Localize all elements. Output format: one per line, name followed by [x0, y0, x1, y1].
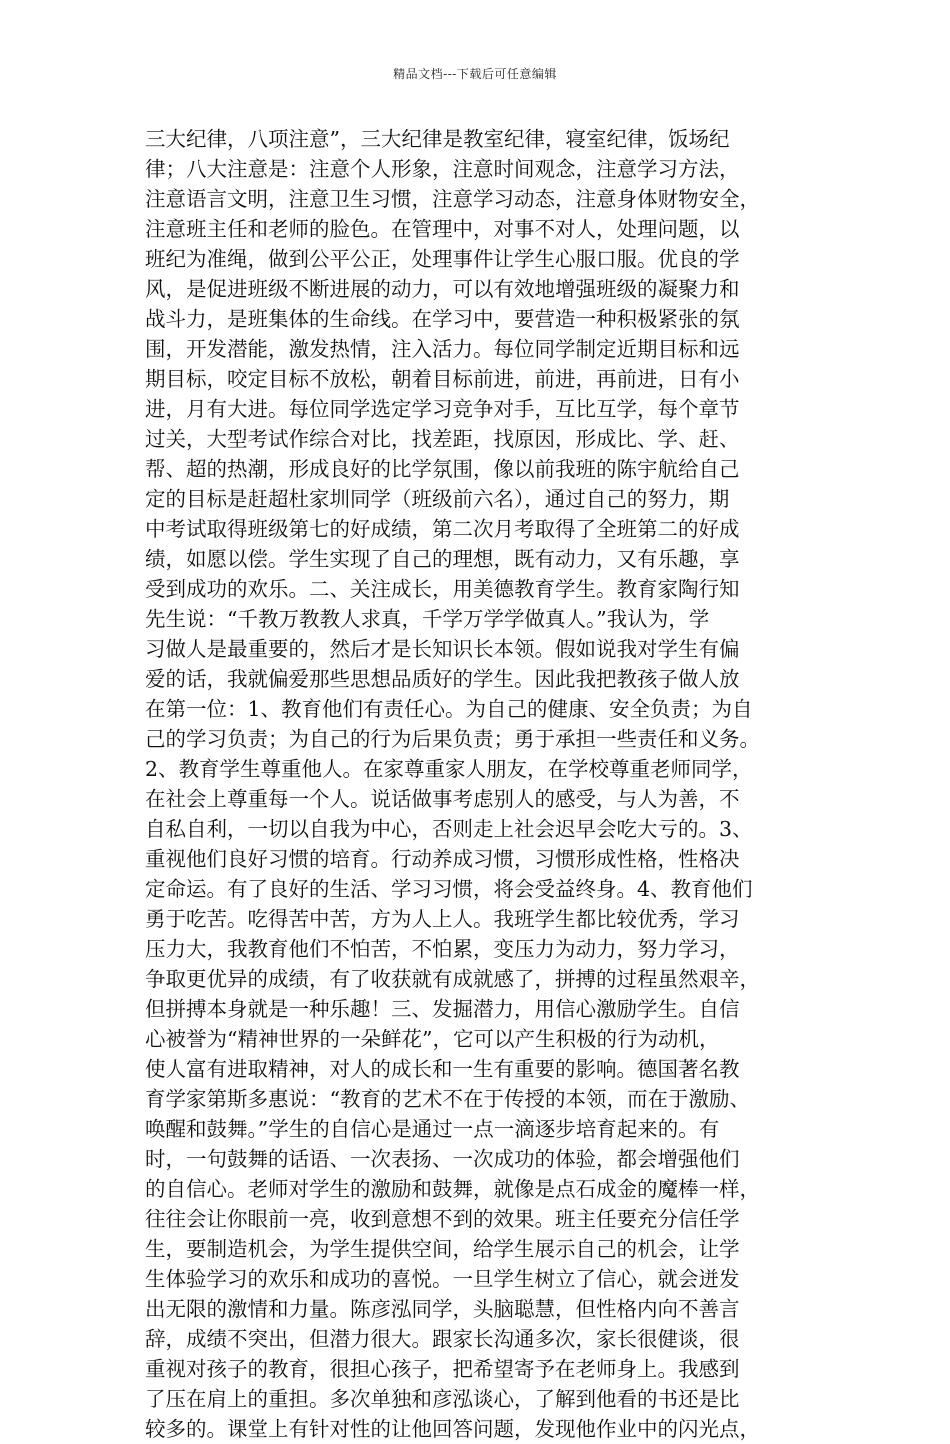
text-line: 勇于吃苦。吃得苦中苦，方为人上人。我班学生都比较优秀，学习 [145, 907, 740, 931]
text-line: 注意班主任和老师的脸色。在管理中，对事不对人，处理问题，以 [145, 217, 740, 241]
text-line: 自私自利，一切以自我为中心，否则走上社会迟早会吃大亏的。3、 [145, 817, 753, 841]
text-line: 风，是促进班级不断进展的动力，可以有效地增强班级的凝聚力和 [145, 277, 740, 301]
text-line: 帮、超的热潮，形成良好的比学氛围，像以前我班的陈宇航给自己 [145, 457, 740, 481]
text-line: 时，一句鼓舞的话语、一次表扬、一次成功的体验，都会增强他们 [145, 1147, 740, 1171]
text-line: 的自信心。老师对学生的激励和鼓舞，就像是点石成金的魔棒一样， [145, 1177, 760, 1201]
document-body [145, 124, 825, 1444]
text-line: 辞，成绩不突出，但潜力很大。跟家长沟通多次，家长很健谈，很 [145, 1327, 740, 1351]
text-line: 期目标，咬定目标不放松，朝着目标前进，前进，再前进，日有小 [145, 367, 740, 391]
text-line: 较多的。课堂上有针对性的让他回答问题，发现他作业中的闪光点， [145, 1417, 760, 1441]
text-line: 在社会上尊重每一个人。说话做事考虑别人的感受，与人为善，不 [145, 787, 740, 811]
text-line: 但拼搏本身就是一种乐趣！三、发掘潜力，用信心激励学生。自信 [145, 997, 740, 1021]
text-line: 心被誉为“精神世界的一朵鲜花”，它可以产生积极的行为动机， [145, 1027, 720, 1051]
text-line: 先生说：“千教万教教人求真，千学万学学做真人。”我认为，学 [145, 607, 710, 631]
text-line: 进，月有大进。每位同学选定学习竞争对手，互比互学，每个章节 [145, 397, 740, 421]
text-line: 律；八大注意是：注意个人形象，注意时间观念，注意学习方法， [145, 157, 740, 181]
text-line: 习做人是最重要的，然后才是长知识长本领。假如说我对学生有偏 [145, 637, 740, 661]
text-line: 唤醒和鼓舞。”学生的自信心是通过一点一滴逐步培育起来的。有 [145, 1117, 720, 1141]
text-line: 绩，如愿以偿。学生实现了自己的理想，既有动力，又有乐趣，享 [145, 547, 740, 571]
text-line: 使人富有进取精神，对人的成长和一生有重要的影响。德国著名教 [145, 1057, 740, 1081]
text-line: 2、教育学生尊重他人。在家尊重家人朋友，在学校尊重老师同学， [145, 757, 753, 781]
text-line: 重视他们良好习惯的培育。行动养成习惯，习惯形成性格，性格决 [145, 847, 740, 871]
text-line: 出无限的激情和力量。陈彦泓同学，头脑聪慧，但性格内向不善言 [145, 1297, 740, 1321]
text-line: 班纪为准绳，做到公平公正，处理事件让学生心服口服。优良的学 [145, 247, 740, 271]
text-line: 育学家第斯多惠说：“教育的艺术不在于传授的本领，而在于激励、 [145, 1087, 750, 1111]
text-line: 注意语言文明，注意卫生习惯，注意学习动态，注意身体财物安全， [145, 187, 760, 211]
page-header: 精品文档---下载后可任意编辑 [393, 67, 557, 81]
text-line: 了压在肩上的重担。多次单独和彦泓谈心，了解到他看的书还是比 [145, 1387, 740, 1411]
text-line: 定命运。有了良好的生活、学习习惯，将会受益终身。4、教育他们 [145, 877, 753, 901]
text-line: 受到成功的欢乐。二、关注成长，用美德教育学生。教育家陶行知 [145, 577, 740, 601]
text-line: 生，要制造机会，为学生提供空间，给学生展示自己的机会，让学 [145, 1237, 740, 1261]
text-line: 围，开发潜能，激发热情，注入活力。每位同学制定近期目标和远 [145, 337, 740, 361]
text-line: 重视对孩子的教育，很担心孩子，把希望寄予在老师身上。我感到 [145, 1357, 740, 1381]
text-line: 爱的话，我就偏爱那些思想品质好的学生。因此我把教孩子做人放 [145, 667, 740, 691]
text-line: 定的目标是赶超杜家圳同学（班级前六名），通过自己的努力，期 [145, 487, 730, 511]
text-line: 生体验学习的欢乐和成功的喜悦。一旦学生树立了信心，就会迸发 [145, 1267, 740, 1291]
text-line: 往往会让你眼前一亮，收到意想不到的效果。班主任要充分信任学 [145, 1207, 740, 1231]
text-line: 在第一位：1、教育他们有责任心。为自己的健康、安全负责；为自 [145, 697, 753, 721]
text-line: 三大纪律，八项注意”，三大纪律是教室纪律，寝室纪律，饭场纪 [145, 127, 730, 151]
text-line: 过关，大型考试作综合对比，找差距，找原因，形成比、学、赶、 [145, 427, 740, 451]
text-line: 中考试取得班级第七的好成绩，第二次月考取得了全班第二的好成 [145, 517, 740, 541]
text-line: 争取更优异的成绩，有了收获就有成就感了，拼搏的过程虽然艰辛， [145, 967, 760, 991]
text-line: 战斗力，是班集体的生命线。在学习中，要营造一种积极紧张的氛 [145, 307, 740, 331]
text-line: 己的学习负责；为自己的行为后果负责；勇于承担一些责任和义务。 [145, 727, 760, 751]
text-line: 压力大，我教育他们不怕苦，不怕累，变压力为动力，努力学习， [145, 937, 740, 961]
